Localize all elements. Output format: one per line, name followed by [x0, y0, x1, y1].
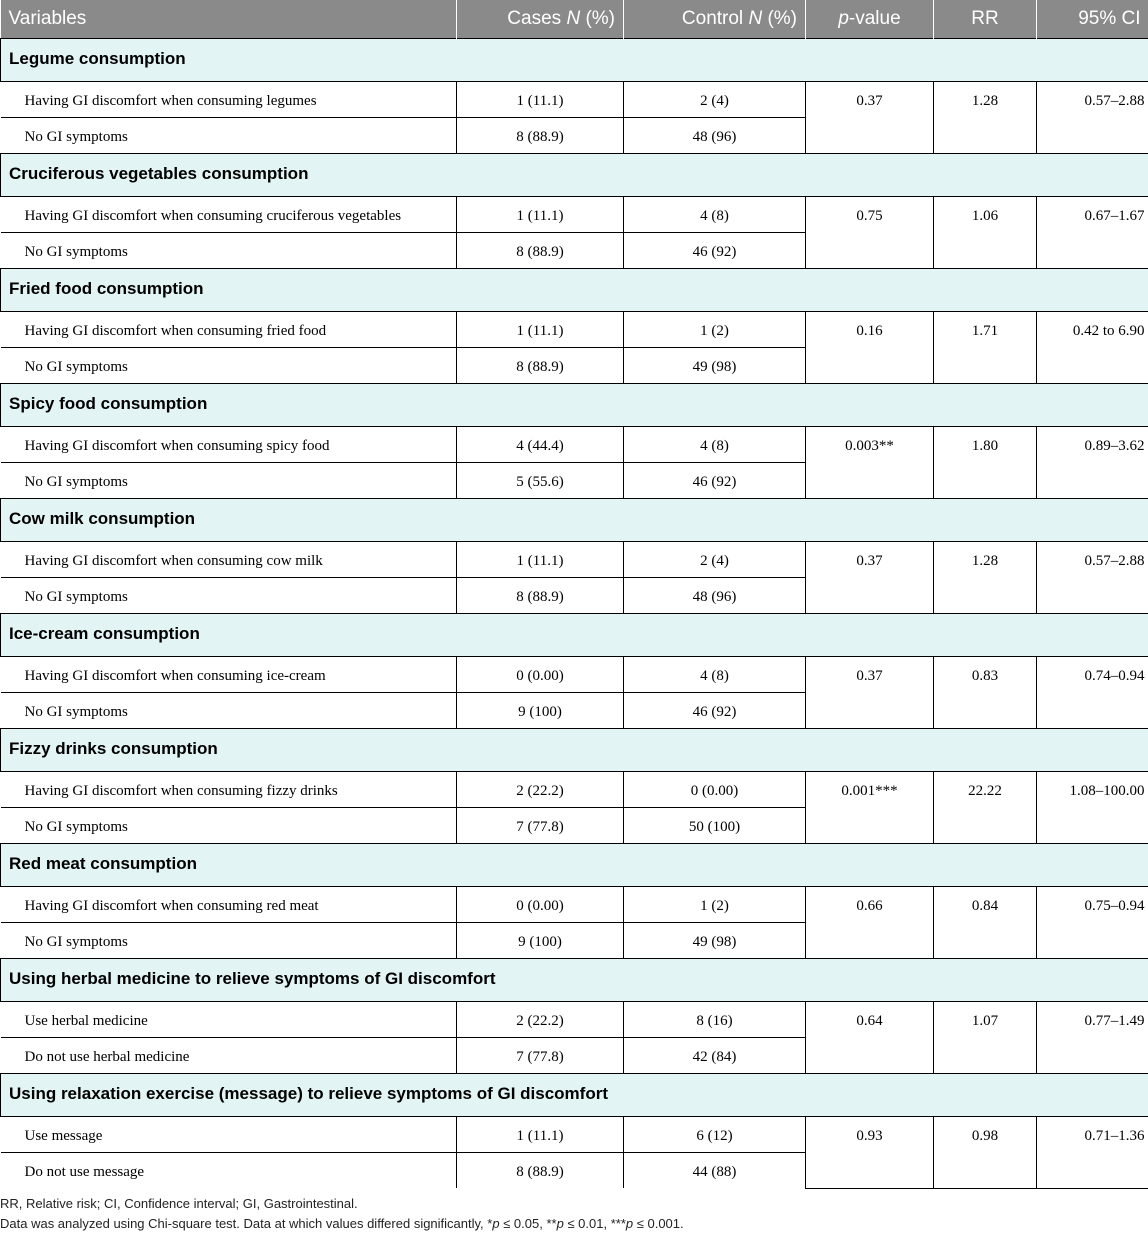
- variable-label: No GI symptoms: [24, 818, 128, 835]
- p-value: 0.37: [806, 656, 934, 728]
- group-header-row: [1, 1073, 1148, 1116]
- variable-label: Use herbal medicine: [1, 1001, 457, 1037]
- cases-value: 8 (88.9): [457, 117, 624, 153]
- cases-value: 2 (22.2): [457, 1001, 624, 1037]
- rr-value: 0.83: [934, 656, 1037, 728]
- cases-value: 1 (11.1): [457, 196, 624, 232]
- table-row: [1, 1116, 1148, 1152]
- group-title: Spicy food consumption: [1, 383, 1148, 426]
- group-title: Red meat consumption: [1, 843, 1148, 886]
- variable-label: Having GI discomfort when consuming fizzy drinks: [1, 771, 457, 807]
- ci-value: 0.67–1.67: [1037, 196, 1148, 268]
- rr-value: 1.06: [934, 196, 1037, 268]
- control-value: 48 (96): [624, 577, 806, 613]
- group-title: Using herbal medicine to relieve symptoms of GI discomfort: [1, 958, 1148, 1001]
- control-value: 46 (92): [624, 232, 806, 268]
- rr-value: 22.22: [934, 771, 1037, 843]
- group-title: Fried food consumption: [1, 268, 1148, 311]
- footnote-method: Data was analyzed using Chi-square test. Data at which values differed significantly, *p ≤ 0.05, **p ≤ 0.01, ***p ≤ 0.001.: [0, 1216, 684, 1231]
- control-value: 1 (2): [624, 886, 806, 922]
- variable-label: Use message: [1, 1116, 457, 1152]
- group-header-row: [1, 383, 1148, 426]
- control-value: 4 (8): [624, 656, 806, 692]
- p-value: 0.16: [806, 311, 934, 383]
- header-cases: Cases N (%): [457, 0, 624, 38]
- cases-value: 8 (88.9): [457, 232, 624, 268]
- cases-value: 7 (77.8): [457, 1037, 624, 1073]
- table-header: [1, 0, 1148, 38]
- cases-value: 5 (55.6): [457, 462, 624, 498]
- table-row: [1, 771, 1148, 807]
- cases-value: 8 (88.9): [457, 577, 624, 613]
- cases-value: 2 (22.2): [457, 771, 624, 807]
- cases-value: 0 (0.00): [457, 886, 624, 922]
- table-row: [1, 426, 1148, 462]
- p-value: 0.001***: [806, 771, 934, 843]
- variable-label: Having GI discomfort when consuming cow milk: [1, 541, 457, 577]
- header-ci: 95% CI: [1037, 0, 1148, 38]
- ci-value: 0.89–3.62: [1037, 426, 1148, 498]
- control-value: 4 (8): [624, 426, 806, 462]
- ci-value: 0.75–0.94: [1037, 886, 1148, 958]
- p-value: 0.003**: [806, 426, 934, 498]
- variable-label: No GI symptoms: [24, 128, 128, 145]
- ci-value: 0.57–2.88: [1037, 541, 1148, 613]
- control-value: 2 (4): [624, 541, 806, 577]
- control-value: 48 (96): [624, 117, 806, 153]
- ci-value: 0.42 to 6.90: [1037, 311, 1148, 383]
- variable-label: Having GI discomfort when consuming fried food: [1, 311, 457, 347]
- variable-label: Having GI discomfort when consuming spicy food: [1, 426, 457, 462]
- rr-value: 1.28: [934, 81, 1037, 153]
- control-value: 46 (92): [624, 462, 806, 498]
- table-row: [1, 656, 1148, 692]
- variable-label: No GI symptoms: [24, 358, 128, 375]
- control-value: 49 (98): [624, 347, 806, 383]
- group-header-row: [1, 843, 1148, 886]
- p-value: 0.37: [806, 541, 934, 613]
- ci-value: 0.74–0.94: [1037, 656, 1148, 728]
- variable-label: No GI symptoms: [24, 703, 128, 720]
- control-value: 46 (92): [624, 692, 806, 728]
- table-row: [1, 1001, 1148, 1037]
- ci-value: 1.08–100.00: [1037, 771, 1148, 843]
- group-title: Ice-cream consumption: [1, 613, 1148, 656]
- table-row: [1, 196, 1148, 232]
- header-control: Control N (%): [624, 0, 806, 38]
- control-value: 49 (98): [624, 922, 806, 958]
- group-header-row: [1, 38, 1148, 81]
- cases-value: 7 (77.8): [457, 807, 624, 843]
- variable-label: Do not use message: [24, 1163, 145, 1180]
- variable-label: No GI symptoms: [24, 933, 128, 950]
- cases-value: 1 (11.1): [457, 541, 624, 577]
- p-value: 0.75: [806, 196, 934, 268]
- footnote-abbreviations: RR, Relative risk; CI, Confidence interval; GI, Gastrointestinal.: [0, 1196, 358, 1211]
- cases-value: 8 (88.9): [457, 347, 624, 383]
- p-value: 0.66: [806, 886, 934, 958]
- rr-value: 1.80: [934, 426, 1037, 498]
- cases-value: 1 (11.1): [457, 1116, 624, 1152]
- control-value: 0 (0.00): [624, 771, 806, 807]
- header-p-value: p-value: [806, 0, 934, 38]
- rr-value: 1.28: [934, 541, 1037, 613]
- cases-value: 1 (11.1): [457, 81, 624, 117]
- rr-value: 0.84: [934, 886, 1037, 958]
- group-title: Fizzy drinks consumption: [1, 728, 1148, 771]
- variable-label: Do not use herbal medicine: [24, 1048, 190, 1065]
- group-title: Using relaxation exercise (message) to relieve symptoms of GI discomfort: [1, 1073, 1148, 1116]
- p-value: 0.93: [806, 1116, 934, 1188]
- table-row: [1, 81, 1148, 117]
- variable-label: No GI symptoms: [24, 588, 128, 605]
- variable-label: Having GI discomfort when consuming ice-cream: [1, 656, 457, 692]
- p-value: 0.64: [806, 1001, 934, 1073]
- ci-value: 0.77–1.49: [1037, 1001, 1148, 1073]
- group-title: Legume consumption: [1, 38, 1148, 81]
- table-row: [1, 311, 1148, 347]
- group-header-row: [1, 728, 1148, 771]
- ci-value: 0.57–2.88: [1037, 81, 1148, 153]
- header-rr: RR: [934, 0, 1037, 38]
- control-value: 1 (2): [624, 311, 806, 347]
- variable-label: No GI symptoms: [24, 243, 128, 260]
- variable-label: Having GI discomfort when consuming legumes: [1, 81, 457, 117]
- p-value: 0.37: [806, 81, 934, 153]
- cases-value: 8 (88.9): [457, 1152, 624, 1188]
- control-value: 8 (16): [624, 1001, 806, 1037]
- cases-value: 4 (44.4): [457, 426, 624, 462]
- variable-label: Having GI discomfort when consuming red meat: [1, 886, 457, 922]
- variable-label: Having GI discomfort when consuming cruciferous vegetables: [1, 196, 457, 232]
- table-row: [1, 886, 1148, 922]
- ci-value: 0.71–1.36: [1037, 1116, 1148, 1188]
- control-value: 2 (4): [624, 81, 806, 117]
- group-header-row: [1, 613, 1148, 656]
- cases-value: 9 (100): [457, 922, 624, 958]
- variable-label: No GI symptoms: [24, 473, 128, 490]
- rr-value: 0.98: [934, 1116, 1037, 1188]
- group-title: Cruciferous vegetables consumption: [1, 153, 1148, 196]
- group-header-row: [1, 268, 1148, 311]
- control-value: 4 (8): [624, 196, 806, 232]
- control-value: 50 (100): [624, 807, 806, 843]
- rr-value: 1.07: [934, 1001, 1037, 1073]
- group-header-row: [1, 958, 1148, 1001]
- group-title: Cow milk consumption: [1, 498, 1148, 541]
- rr-value: 1.71: [934, 311, 1037, 383]
- table-body: [1, 38, 1148, 1188]
- control-value: 44 (88): [624, 1152, 806, 1188]
- table-row: [1, 541, 1148, 577]
- group-header-row: [1, 498, 1148, 541]
- header-variables: Variables: [1, 0, 457, 38]
- control-value: 6 (12): [624, 1116, 806, 1152]
- cases-value: 1 (11.1): [457, 311, 624, 347]
- group-header-row: [1, 153, 1148, 196]
- cases-value: 0 (0.00): [457, 656, 624, 692]
- control-value: 42 (84): [624, 1037, 806, 1073]
- cases-value: 9 (100): [457, 692, 624, 728]
